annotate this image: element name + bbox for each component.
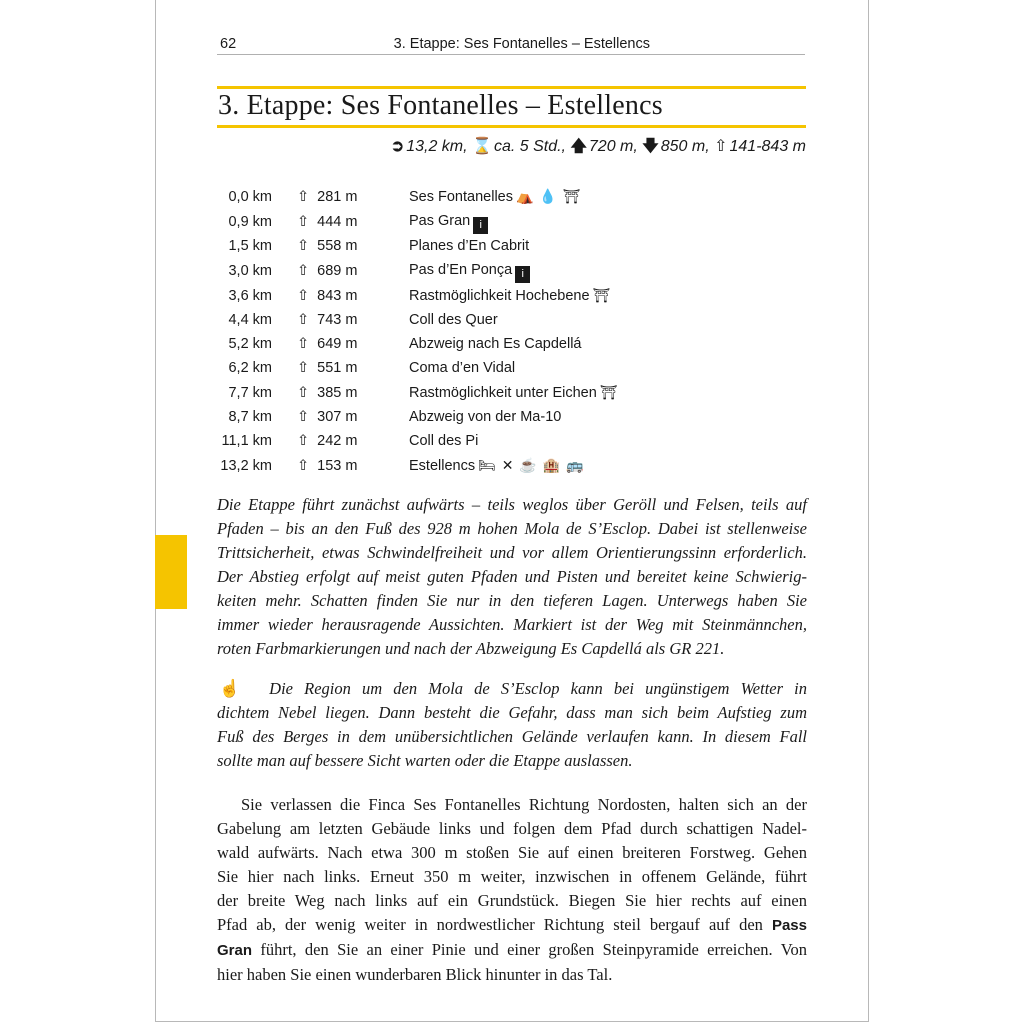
route-place-cell: [409, 258, 619, 283]
route-distance: 3,6 km: [228, 287, 272, 304]
route-altitude: 649 m: [317, 336, 358, 352]
route-place-cell: [409, 308, 619, 332]
route-altitude: 843 m: [317, 287, 358, 304]
route-altitude-cell: [272, 308, 409, 332]
route-altitude-cell: [272, 356, 409, 380]
route-place-cell: [409, 380, 619, 405]
route-row: [217, 405, 619, 429]
route-place-cell: [409, 209, 619, 234]
text-line: [217, 938, 807, 963]
route-distance: 11,1 km: [221, 433, 272, 449]
route-distance: 3,0 km: [228, 262, 272, 279]
route-place-cell: [409, 234, 619, 258]
route-altitude-cell: [272, 234, 409, 258]
route-altitude: 281 m: [317, 188, 358, 205]
page-number: 62: [220, 36, 237, 52]
text-line: Trittsicherheit, etwas Schwindelfreiheit und vor allem Orientierungssinn erforderlich.: [217, 543, 807, 562]
route-row: [217, 356, 619, 380]
stage-stats: [391, 135, 806, 162]
route-row: [217, 429, 619, 453]
stat-distance: 13,2 km,: [406, 138, 468, 155]
arrow-up-outline-icon: ⇧: [297, 213, 310, 230]
facility-icons: ⛩: [592, 287, 612, 303]
place-name-bold: Pass: [771, 917, 807, 934]
text-line: [217, 913, 807, 938]
arrow-up-outline-icon: ⇧: [297, 433, 310, 449]
facility-icons: ⛺ 💧 ⛩: [515, 188, 582, 204]
body-text-span: Pfad ab, der wenig weiter in nordwestlicher Richtung steil bergauf auf den: [217, 915, 772, 934]
place-name-bold: Gran: [217, 942, 253, 959]
route-place: Coll des Quer: [409, 312, 498, 328]
route-altitude-cell: [272, 332, 409, 356]
route-place: Ses Fontanelles: [409, 189, 513, 205]
chapter-title: 3. Etappe: Ses Fontanelles – Estellencs: [218, 90, 663, 121]
chapter-thumb-tab: [155, 535, 187, 609]
route-altitude: 307 m: [317, 409, 358, 425]
text-line: wald aufwärts. Nach etwa 300 m stoßen Sie auf einen breiteren Forstweg. Gehen: [217, 843, 807, 862]
text-line: sollte man auf bessere Sicht warten oder die Etappe auslassen.: [217, 751, 633, 770]
route-place-cell: [409, 184, 619, 209]
route-altitude: 689 m: [317, 262, 358, 279]
route-row: [217, 209, 619, 234]
warning-note: [217, 677, 807, 773]
route-row: [217, 184, 619, 209]
text-line: dichtem Nebel liegen. Dann besteht die Gefahr, dass man sich beim Aufstieg zum: [217, 703, 807, 722]
route-altitude: 551 m: [317, 360, 358, 376]
arrow-up-outline-icon: ⇧: [297, 188, 310, 205]
running-title: 3. Etappe: Ses Fontanelles – Estellencs: [393, 36, 650, 52]
route-place-cell: [409, 405, 619, 429]
text-line: [217, 677, 807, 701]
info-point-icon: i: [515, 266, 530, 283]
intro-paragraph: [217, 493, 807, 661]
route-altitude-cell: [272, 429, 409, 453]
text-line: roten Farbmarkierungen und nach der Abzweigung Es Capdellá als GR 221.: [217, 639, 725, 658]
arrow-up-outline-icon: ⇧: [297, 287, 310, 304]
route-altitude: 242 m: [317, 433, 358, 449]
text-line: Sie hier nach links. Erneut 350 m weiter, inzwischen in offenem Gelände, führt: [217, 867, 807, 886]
route-altitude-cell: [272, 283, 409, 308]
arrow-up-outline-icon: ⇧: [297, 312, 310, 328]
route-distance: 8,7 km: [228, 409, 272, 425]
descent-arrow-icon: 🡇: [642, 138, 659, 155]
route-altitude-cell: [272, 380, 409, 405]
facility-icons: ⛩: [599, 384, 619, 400]
route-altitude-cell: [272, 405, 409, 429]
route-altitude: 743 m: [317, 312, 358, 328]
route-altitude-cell: [272, 453, 409, 478]
route-distance: 6,2 km: [228, 360, 272, 376]
arrow-up-outline-icon: ⇧: [297, 360, 310, 376]
route-row: [217, 283, 619, 308]
route-distance: 1,5 km: [228, 238, 272, 254]
running-header: [217, 36, 805, 55]
body-paragraph: [217, 793, 807, 987]
arrow-up-outline-icon: ⇧: [297, 457, 310, 474]
route-row: [217, 258, 619, 283]
route-distance: 5,2 km: [228, 336, 272, 352]
text-line: Der Abstieg erfolgt auf meist guten Pfaden und Pisten und bereitet keine Schwierig-: [217, 567, 807, 586]
route-row: [217, 332, 619, 356]
text-line: Sie verlassen die Finca Ses Fontanelles Richtung Nordosten, halten sich an der: [241, 795, 807, 814]
route-altitude: 444 m: [317, 213, 358, 230]
route-place-cell: [409, 332, 619, 356]
arrow-up-outline-icon: ⇧: [297, 238, 310, 254]
stat-altitude-range: 141-843 m: [729, 138, 806, 155]
route-row: [217, 308, 619, 332]
chapter-title-block: [217, 86, 806, 128]
route-altitude-cell: [272, 258, 409, 283]
arrow-up-outline-icon: ⇧: [297, 336, 310, 352]
route-distance: 0,0 km: [228, 188, 272, 205]
altitude-range-icon: ⇧: [714, 138, 728, 155]
note-text: Die Region um den Mola de S’Esclop kann bei ungünstigem Wetter in: [269, 679, 807, 698]
route-place: Abzweig nach Es Capdellá: [409, 336, 582, 352]
route-altitude-cell: [272, 184, 409, 209]
route-place: Pas d’En Ponça: [409, 262, 513, 278]
route-place: Abzweig von der Ma-10: [409, 409, 562, 425]
body-text-span: führt, den Sie an einer Pinie und einer großen Steinpyramide erreichen. Von: [252, 940, 807, 959]
arrow-up-outline-icon: ⇧: [297, 409, 310, 425]
hourglass-icon: ⌛: [472, 138, 492, 155]
route-altitude: 385 m: [317, 384, 358, 401]
route-place-cell: [409, 453, 619, 478]
route-place: Estellencs: [409, 458, 476, 474]
route-place: Coll des Pi: [409, 433, 479, 449]
route-altitude: 153 m: [317, 457, 358, 474]
stat-descent: 850 m,: [660, 138, 710, 155]
text-line: Pfaden – bis an den Fuß des 928 m hohen Mola de S’Esclop. Dabei ist stellenweise: [217, 519, 807, 538]
stat-ascent: 720 m,: [588, 138, 638, 155]
facility-icons: 🛏 ✕ ☕ 🏨 🚌: [478, 457, 585, 473]
route-place: Rastmöglichkeit unter Eichen: [409, 385, 597, 401]
hand-pointer-icon: ☝: [219, 679, 248, 698]
arrow-up-outline-icon: ⇧: [297, 384, 310, 401]
route-distance: 7,7 km: [228, 384, 272, 401]
text-line: Die Etappe führt zunächst aufwärts – teils weglos über Geröll und Felsen, teils auf: [217, 495, 807, 514]
info-point-icon: i: [473, 217, 488, 234]
route-place-cell: [409, 429, 619, 453]
stat-duration: ca. 5 Std.,: [493, 138, 566, 155]
route-distance: 13,2 km: [220, 457, 272, 474]
route-row: [217, 453, 619, 478]
route-place: Coma d’en Vidal: [409, 360, 516, 376]
text-line: hier haben Sie einen wunderbaren Blick hinunter in das Tal.: [217, 965, 613, 984]
arrow-up-outline-icon: ⇧: [297, 262, 310, 279]
text-line: keiten mehr. Schatten finden Sie nur in den tieferen Lagen. Unterwegs haben Sie: [217, 591, 807, 610]
route-altitude-cell: [272, 209, 409, 234]
text-line: Gabelung am letzten Gebäude links und folgen dem Pfad durch schattigen Nadel-: [217, 819, 807, 838]
route-row: [217, 234, 619, 258]
text-line: immer wieder herausragende Aussichten. Markiert ist der Weg mit Steinmännchen,: [217, 615, 807, 634]
route-place-cell: [409, 283, 619, 308]
route-place: Pas Gran: [409, 213, 471, 229]
route-altitude: 558 m: [317, 238, 358, 254]
route-distance: 4,4 km: [228, 312, 272, 328]
distance-icon: ➲: [390, 138, 405, 155]
route-distance: 0,9 km: [228, 213, 272, 230]
route-place: Rastmöglichkeit Hochebene: [409, 288, 590, 304]
text-line: der breite Weg nach links auf ein Grundstück. Biegen Sie hier rechts auf einen: [217, 891, 807, 910]
route-place: Planes d’En Cabrit: [409, 238, 530, 254]
route-row: [217, 380, 619, 405]
route-table: [217, 184, 619, 478]
text-line: Fuß des Berges in dem unübersichtlichen Gelände verlaufen kann. In diesem Fall: [217, 727, 807, 746]
route-place-cell: [409, 356, 619, 380]
ascent-arrow-icon: 🡅: [570, 138, 587, 155]
